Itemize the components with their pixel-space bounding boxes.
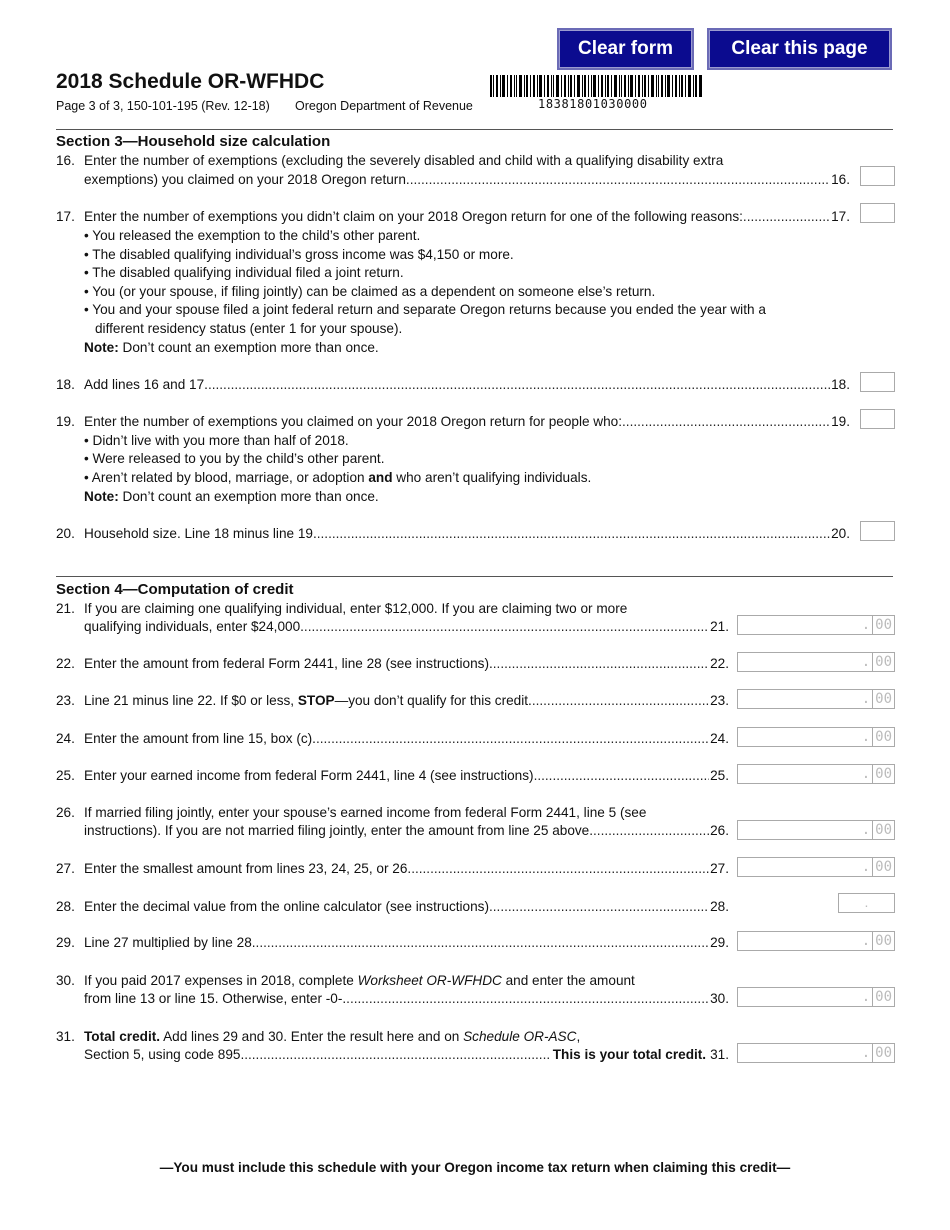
line-number: 17. — [56, 209, 75, 224]
line-number: 26. — [56, 805, 75, 820]
agency-name: Oregon Department of Revenue — [295, 99, 473, 113]
line26-text: If married filing jointly, enter your spouse’s earned income from federal Form 2441, line 5 (see — [84, 805, 647, 820]
barcode-number: 18381801030000 — [538, 97, 648, 111]
cents-placeholder: 00 — [872, 988, 894, 1006]
line31-leader — [84, 1047, 729, 1062]
line27-text: Enter the smallest amount from lines 23, 24, 25, or 26. — [84, 861, 412, 876]
line24-amount-input[interactable]: . 00 — [737, 727, 895, 747]
line20-input[interactable] — [860, 521, 895, 541]
line-number: 25. — [56, 768, 75, 783]
line21-text: If you are claiming one qualifying individual, enter $12,000. If you are claiming two or more — [84, 601, 628, 616]
line26-leader — [84, 823, 729, 838]
line23-text-a: Line 21 minus line 22. If $0 or less, — [84, 693, 298, 708]
line17-bullet: • The disabled qualifying individual’s gross income was $4,150 or more. — [84, 247, 514, 262]
line19-bullet: • Were released to you by the child’s other parent. — [84, 451, 385, 466]
line29-amount-input[interactable]: . 00 — [737, 931, 895, 951]
line25-amount-input[interactable]: . 00 — [737, 764, 895, 784]
line22-leader — [84, 656, 729, 671]
line21-leader — [84, 619, 729, 634]
line31-ref: 31. — [710, 1047, 729, 1062]
line31-text-d: , — [576, 1029, 581, 1044]
line17-bullet: • You and your spouse filed a joint federal return and separate Oregon returns because you ended the year with a — [84, 302, 766, 317]
line19-text: Enter the number of exemptions you claimed on your 2018 Oregon return for people who: — [84, 414, 623, 429]
line16-ref: 16. — [831, 172, 850, 187]
line29-text: Line 27 multiplied by line 28. — [84, 935, 256, 950]
line23-amount-input[interactable]: . 00 — [737, 689, 895, 709]
note-label: Note: — [84, 340, 119, 355]
line-number: 30. — [56, 973, 75, 988]
total-credit-label: Total credit. — [84, 1029, 161, 1044]
line-number: 22. — [56, 656, 75, 671]
cents-placeholder: 00 — [872, 728, 894, 746]
line23-leader — [84, 693, 729, 708]
line16-input[interactable] — [860, 166, 895, 186]
line28-leader — [84, 899, 729, 914]
note-text: Don’t count an exemption more than once. — [118, 340, 379, 355]
line24-leader — [84, 731, 729, 746]
line23-text-c: —you don’t qualify for this credit. — [334, 693, 532, 708]
line-number: 21. — [56, 601, 75, 616]
line23-ref: 23. — [710, 693, 729, 708]
line19-bullet — [84, 470, 591, 485]
line22-ref: 22. — [710, 656, 729, 671]
schedule-name: Schedule OR-ASC — [463, 1029, 577, 1044]
line18-leader — [84, 377, 850, 392]
cents-placeholder: 00 — [872, 690, 894, 708]
note-label: Note: — [84, 489, 119, 504]
section4-heading: Section 4—Computation of credit — [56, 581, 294, 598]
line17-note — [84, 340, 379, 355]
line29-ref: 29. — [710, 935, 729, 950]
line17-leader — [84, 209, 850, 224]
cents-placeholder: 00 — [872, 932, 894, 950]
line31-text-b: Add lines 29 and 30. Enter the result here and on — [160, 1029, 464, 1044]
line18-ref: 18. — [831, 377, 850, 392]
line30-leader — [84, 991, 729, 1006]
line22-text: Enter the amount from federal Form 2441, line 28 (see instructions). — [84, 656, 493, 671]
line17-bullet: • The disabled qualifying individual filed a joint return. — [84, 265, 404, 280]
line28-text: Enter the decimal value from the online calculator (see instructions) — [84, 899, 489, 914]
line24-ref: 24. — [710, 731, 729, 746]
line30-text-c: and enter the amount — [501, 973, 635, 988]
line17-bullet: • You released the exemption to the child’s other parent. — [84, 228, 421, 243]
section-divider — [56, 129, 893, 130]
line17-bullet: • You (or your spouse, if filing jointly) can be claimed as a dependent on someone else’s return. — [84, 284, 656, 299]
line19-leader — [84, 414, 850, 429]
cents-placeholder: 00 — [872, 765, 894, 783]
line30-amount-input[interactable]: . 00 — [737, 987, 895, 1007]
worksheet-name: Worksheet OR-WFHDC — [357, 973, 502, 988]
line31-text — [84, 1029, 580, 1044]
line-number: 24. — [56, 731, 75, 746]
line31-bold: This is your total credit. — [552, 1047, 707, 1062]
line20-text: Household size. Line 18 minus line 19. — [84, 526, 317, 541]
line19-bullet: • Didn’t live with you more than half of 2018. — [84, 433, 349, 448]
line-number: 18. — [56, 377, 75, 392]
line29-leader — [84, 935, 729, 950]
footer-note: —You must include this schedule with your Oregon income tax return when claiming this credit— — [159, 1160, 791, 1175]
line20-ref: 20. — [831, 526, 850, 541]
line-number: 23. — [56, 693, 75, 708]
line-number: 16. — [56, 153, 75, 168]
clear-page-button[interactable]: Clear this page — [707, 28, 892, 70]
line22-amount-input[interactable]: . 00 — [737, 652, 895, 672]
line25-ref: 25. — [710, 768, 729, 783]
line-number: 19. — [56, 414, 75, 429]
clear-form-button[interactable]: Clear form — [557, 28, 694, 70]
line26-text-cont: instructions). If you are not married filing jointly, enter the amount from line 25 above. — [84, 823, 594, 838]
bullet-text: • Aren’t related by blood, marriage, or adoption — [84, 470, 369, 485]
line28-decimal-input[interactable]: . — [838, 893, 895, 913]
line30-text — [84, 973, 635, 988]
line19-input[interactable] — [860, 409, 895, 429]
line21-text-cont: qualifying individuals, enter $24,000. — [84, 619, 304, 634]
line23-text — [84, 693, 532, 708]
note-text: Don’t count an exemption more than once. — [118, 489, 379, 504]
line27-amount-input[interactable]: . 00 — [737, 857, 895, 877]
section-divider — [56, 576, 893, 577]
line24-text: Enter the amount from line 15, box (c). — [84, 731, 316, 746]
line-number: 31. — [56, 1029, 75, 1044]
line18-input[interactable] — [860, 372, 895, 392]
line28-ref: 28. — [710, 899, 729, 914]
line-number: 27. — [56, 861, 75, 876]
cents-placeholder: 00 — [872, 1044, 894, 1062]
line26-amount-input[interactable]: . 00 — [737, 820, 895, 840]
form-subtitle: Page 3 of 3, 150-101-195 (Rev. 12-18) — [56, 99, 270, 113]
section3-heading: Section 3—Household size calculation — [56, 133, 331, 150]
cents-placeholder: 00 — [872, 858, 894, 876]
cents-placeholder: 00 — [872, 616, 894, 634]
line-number: 20. — [56, 526, 75, 541]
line16-leader — [84, 172, 850, 187]
line30-text-a: If you paid 2017 expenses in 2018, complete — [84, 973, 358, 988]
cents-placeholder: 00 — [872, 821, 894, 839]
line31-text-cont: Section 5, using code 895. — [84, 1047, 245, 1062]
line18-text: Add lines 16 and 17. — [84, 377, 208, 392]
barcode-image — [490, 75, 702, 97]
line19-note — [84, 489, 379, 504]
line17-text: Enter the number of exemptions you didn’t claim on your 2018 Oregon return for one of the following reasons: — [84, 209, 743, 224]
line17-input[interactable] — [860, 203, 895, 223]
line20-leader — [84, 526, 850, 541]
line25-text: Enter your earned income from federal Form 2441, line 4 (see instructions) — [84, 768, 534, 783]
line17-ref: 17. — [831, 209, 850, 224]
line16-text-cont: exemptions) you claimed on your 2018 Oregon return. — [84, 172, 410, 187]
line30-text-cont: from line 13 or line 15. Otherwise, enter -0-. — [84, 991, 347, 1006]
line31-amount-input[interactable]: . 00 — [737, 1043, 895, 1063]
line27-ref: 27. — [710, 861, 729, 876]
bullet-bold: and — [368, 470, 393, 485]
line-number: 29. — [56, 935, 75, 950]
bullet-text: who aren’t qualifying individuals. — [392, 470, 592, 485]
cents-placeholder: 00 — [872, 653, 894, 671]
line16-text: Enter the number of exemptions (excluding the severely disabled and child with a qualifying disability extra — [84, 153, 724, 168]
line27-leader — [84, 861, 729, 876]
line30-ref: 30. — [710, 991, 729, 1006]
line25-leader — [84, 768, 729, 783]
line-number: 28. — [56, 899, 75, 914]
line21-amount-input[interactable]: . 00 — [737, 615, 895, 635]
line17-bullet-cont: different residency status (enter 1 for your spouse). — [95, 321, 403, 336]
line26-ref: 26. — [710, 823, 729, 838]
line19-ref: 19. — [831, 414, 850, 429]
stop-label: STOP — [297, 693, 335, 708]
line21-ref: 21. — [710, 619, 729, 634]
form-title: 2018 Schedule OR-WFHDC — [56, 70, 325, 93]
